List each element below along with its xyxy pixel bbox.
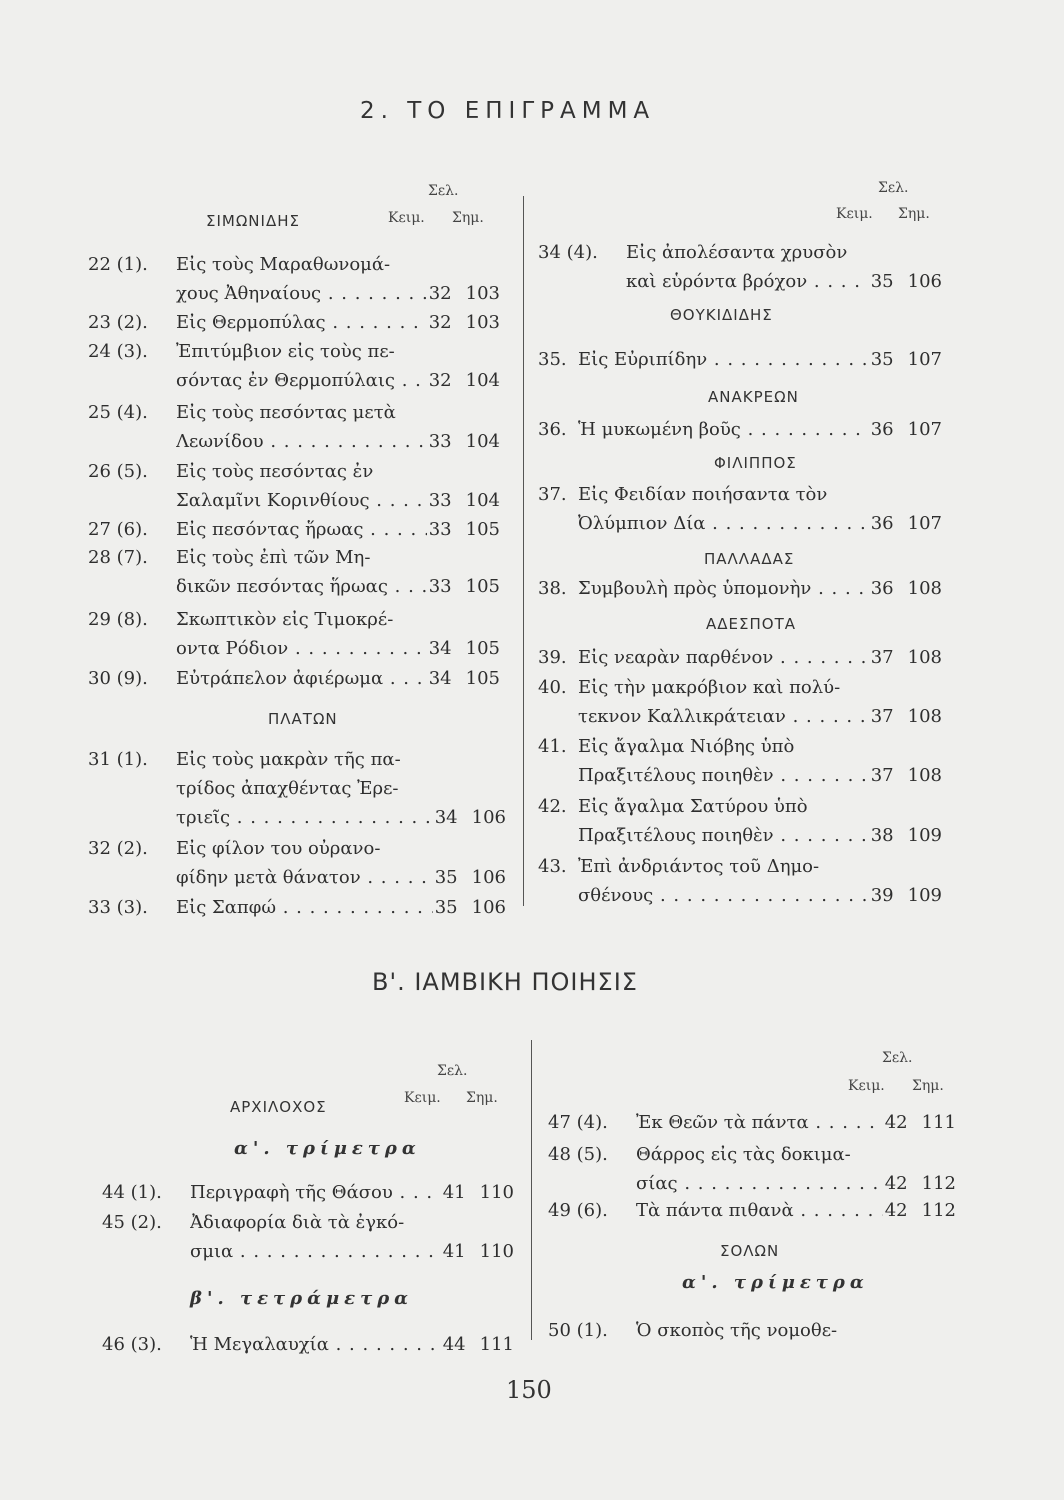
header-sim: Σημ.: [452, 210, 484, 226]
entry-title-line: Ὀλύμπιον Δία . . .: [578, 509, 870, 538]
entry-title-line: Εἰς φίλον του οὐρανο-: [176, 838, 381, 859]
entry-title-line: Σκωπτικὸν εἰς Τιμοκρέ-: [176, 609, 394, 630]
note-page: 107: [907, 349, 942, 370]
text-page: 34: [434, 807, 458, 828]
entry-title-line: Εἰς Θερμοπύλας . . .: [176, 308, 428, 337]
entry-number: 45 (2).: [102, 1212, 162, 1233]
note-page: 112: [921, 1173, 956, 1194]
entry-number: 48 (5).: [548, 1144, 608, 1165]
note-page: 110: [479, 1241, 514, 1262]
entry-number: 49 (6).: [548, 1200, 608, 1221]
entry-title-line: Εἰς τοὺς πεσόντας μετὰ: [176, 402, 396, 423]
page-refs: [427, 427, 500, 456]
entry-title-line: σμια . . .: [190, 1237, 442, 1266]
entry-title-line: δικῶν πεσόντας ἥρωας . . .: [176, 572, 428, 601]
toc-entry: [88, 664, 500, 693]
page-refs: [883, 1196, 956, 1225]
entry-title-line: Ἐπιτύμβιον εἰς τοὺς πε-: [176, 341, 395, 362]
note-page: 106: [471, 867, 506, 888]
toc-entry: [88, 834, 506, 892]
toc-entry: [538, 480, 942, 538]
toc-entry: [88, 308, 500, 337]
note-page: 107: [907, 513, 942, 534]
note-page: 106: [471, 807, 506, 828]
entry-title-line: Ἡ Μεγαλαυχία . . .: [190, 1330, 442, 1359]
text-page: 34: [428, 668, 452, 689]
entry-title-line: τριεῖς . . .: [176, 803, 434, 832]
text-page: 42: [884, 1200, 908, 1221]
page-refs: [433, 803, 506, 832]
entry-title-line: σόντας ἐν Θερμοπύλαις . . .: [176, 366, 428, 395]
page-refs: [427, 308, 500, 337]
text-page: 36: [870, 578, 894, 599]
column-divider: [531, 1040, 532, 1340]
page-refs: [427, 664, 500, 693]
author-heading: ΑΔΕΣΠΟΤΑ: [706, 615, 796, 633]
entry-title-line: Ἡ μυκωμένη βοῦς . . .: [578, 415, 870, 444]
entry-title-line: καὶ εὑρόντα βρόχον . . .: [626, 267, 870, 296]
entry-title-line: Εἰς ἄγαλμα Σατύρου ὑπὸ: [578, 796, 808, 817]
text-page: 39: [870, 885, 894, 906]
entry-title-line: Σαλαμῖνι Κορινθίους . . .: [176, 486, 428, 515]
text-page: 38: [870, 825, 894, 846]
toc-entry: [538, 415, 942, 444]
toc-entry: [102, 1330, 514, 1359]
text-page: 33: [428, 576, 452, 597]
note-page: 103: [465, 312, 500, 333]
header-keim: Κειμ.: [404, 1090, 441, 1106]
toc-entry: [88, 605, 500, 663]
text-page: 34: [428, 638, 452, 659]
text-page: 37: [870, 706, 894, 727]
entry-title-line: Εἰς ἄγαλμα Νιόβης ὑπὸ: [578, 736, 795, 757]
page-refs: [433, 863, 506, 892]
note-page: 105: [465, 519, 500, 540]
text-page: 41: [442, 1241, 466, 1262]
text-page: 32: [428, 370, 452, 391]
page-refs: [427, 572, 500, 601]
entry-title-line: Περιγραφὴ τῆς Θάσου . . .: [190, 1178, 442, 1207]
toc-entry: [88, 893, 506, 922]
toc-entry: [102, 1208, 514, 1266]
entry-number: 39.: [538, 647, 567, 668]
entry-title-line: φίδην μετὰ θάνατον . . .: [176, 863, 434, 892]
entry-number: 29 (8).: [88, 609, 148, 630]
entry-title-line: Θάρρος εἰς τὰς δοκιμα-: [636, 1144, 851, 1165]
note-page: 105: [465, 638, 500, 659]
text-page: 35: [870, 271, 894, 292]
entry-title-line: Ἀδιαφορία διὰ τὰ ἐγκό-: [190, 1212, 405, 1233]
entry-title-line: Εἰς Εὐριπίδην . . .: [578, 345, 870, 374]
page-refs: [869, 509, 942, 538]
page-refs: [433, 893, 506, 922]
entry-number: 35.: [538, 349, 567, 370]
entry-number: 32 (2).: [88, 838, 148, 859]
page-refs: [869, 415, 942, 444]
entry-title-line: Εἰς τοὺς Μαραθωνομά-: [176, 254, 391, 275]
page-refs: [869, 267, 942, 296]
entry-number: 28 (7).: [88, 547, 148, 568]
note-page: 108: [907, 765, 942, 786]
page-refs: [869, 761, 942, 790]
entry-number: 31 (1).: [88, 749, 148, 770]
subsection-heading: α'. τρίμετρα: [682, 1272, 869, 1293]
text-page: 42: [884, 1173, 908, 1194]
entry-title-line: Συμβουλὴ πρὸς ὑπομονὴν . . .: [578, 574, 870, 603]
entry-title-line: σίας . . .: [636, 1169, 884, 1198]
entry-title-line: τεκνον Καλλικράτειαν . . .: [578, 702, 870, 731]
entry-number: 44 (1).: [102, 1182, 162, 1203]
entry-title-line: σθένους . . .: [578, 881, 870, 910]
toc-entry: [538, 732, 942, 790]
page-refs: [869, 574, 942, 603]
toc-entry: [548, 1140, 956, 1198]
note-page: 106: [907, 271, 942, 292]
note-page: 112: [921, 1200, 956, 1221]
entry-number: 36.: [538, 419, 567, 440]
page-refs: [427, 366, 500, 395]
header-sel: Σελ.: [437, 1063, 468, 1079]
page-refs: [883, 1169, 956, 1198]
page-refs: [441, 1237, 514, 1266]
toc-entry: [88, 543, 500, 601]
toc-entry: [548, 1316, 956, 1345]
text-page: 44: [442, 1334, 466, 1355]
note-page: 111: [479, 1334, 514, 1355]
note-page: 108: [907, 647, 942, 668]
text-page: 37: [870, 765, 894, 786]
author-heading: ΠΑΛΛΑΔΑΣ: [704, 550, 795, 568]
text-page: 42: [884, 1112, 908, 1133]
entry-number: 41.: [538, 736, 567, 757]
note-page: 110: [479, 1182, 514, 1203]
entry-number: 24 (3).: [88, 341, 148, 362]
entry-number: 26 (5).: [88, 461, 148, 482]
note-page: 108: [907, 578, 942, 599]
entry-title-line: Εἰς τοὺς πεσόντας ἐν: [176, 461, 374, 482]
page-refs: [869, 643, 942, 672]
entry-title-line: οντα Ρόδιον . . .: [176, 634, 428, 663]
note-page: 104: [465, 490, 500, 511]
header-keim: Κειμ.: [848, 1078, 885, 1094]
page-refs: [427, 486, 500, 515]
text-page: 33: [428, 519, 452, 540]
text-page: 32: [428, 312, 452, 333]
toc-entry: [548, 1108, 956, 1137]
entry-number: 47 (4).: [548, 1112, 608, 1133]
entry-title-line: χους Ἀθηναίους . . .: [176, 279, 428, 308]
entry-title-line: Εἰς Φειδίαν ποιήσαντα τὸν: [578, 484, 828, 505]
note-page: 106: [471, 897, 506, 918]
author-heading: ΣΟΛΩΝ: [720, 1242, 780, 1260]
note-page: 104: [465, 370, 500, 391]
note-page: 111: [921, 1112, 956, 1133]
entry-number: 34 (4).: [538, 242, 598, 263]
page-refs: [427, 515, 500, 544]
entry-title-line: Λεωνίδου . . .: [176, 427, 428, 456]
header-sel: Σελ.: [882, 1050, 913, 1066]
author-heading: ΠΛΑΤΩΝ: [268, 710, 338, 728]
note-page: 109: [907, 885, 942, 906]
subsection-heading: α'. τρίμετρα: [234, 1138, 421, 1159]
entry-number: 25 (4).: [88, 402, 148, 423]
toc-entry: [88, 515, 500, 544]
toc-entry: [88, 337, 500, 395]
page-refs: [869, 821, 942, 850]
entry-number: 40.: [538, 677, 567, 698]
toc-entry: [102, 1178, 514, 1207]
page-refs: [883, 1108, 956, 1137]
note-page: 109: [907, 825, 942, 846]
entry-number: 43.: [538, 856, 567, 877]
header-keim: Κειμ.: [388, 210, 425, 226]
page-number: 150: [506, 1376, 552, 1404]
entry-title-line: Εἰς νεαρὰν παρθένον . . .: [578, 643, 870, 672]
page-refs: [869, 881, 942, 910]
entry-number: 42.: [538, 796, 567, 817]
entry-number: 37.: [538, 484, 567, 505]
entry-number: 50 (1).: [548, 1320, 608, 1341]
note-page: 104: [465, 431, 500, 452]
toc-entry: [538, 852, 942, 910]
page-refs: [427, 634, 500, 663]
entry-number: 30 (9).: [88, 668, 148, 689]
text-page: 35: [434, 867, 458, 888]
note-page: 108: [907, 706, 942, 727]
header-sim: Σημ.: [912, 1078, 944, 1094]
header-sel: Σελ.: [428, 183, 459, 199]
note-page: 105: [465, 576, 500, 597]
page-refs: [869, 702, 942, 731]
entry-title-line: Ἐπὶ ἀνδριάντος τοῦ Δημο-: [578, 856, 820, 877]
text-page: 41: [442, 1182, 466, 1203]
note-page: 107: [907, 419, 942, 440]
author-heading: ΣΙΜΩΝΙΔΗΣ: [206, 212, 300, 230]
text-page: 36: [870, 513, 894, 534]
entry-number: 46 (3).: [102, 1334, 162, 1355]
subsection-heading: β'. τετράμετρα: [190, 1288, 414, 1309]
toc-entry: [538, 673, 942, 731]
entry-title-line: Ἐκ Θεῶν τὰ πάντα . . .: [636, 1108, 884, 1137]
page-refs: [441, 1178, 514, 1207]
toc-entry: [538, 792, 942, 850]
toc-entry: [538, 345, 942, 374]
text-page: 33: [428, 490, 452, 511]
entry-title-line: Εἰς Σαπφώ . . .: [176, 893, 434, 922]
section-title-iambic: Β'. ΙΑΜΒΙΚΗ ΠΟΙΗΣΙΣ: [372, 968, 638, 996]
text-page: 33: [428, 431, 452, 452]
page-refs: [427, 279, 500, 308]
header-sel: Σελ.: [878, 180, 909, 196]
toc-entry: [548, 1196, 956, 1225]
toc-entry: [88, 250, 500, 308]
author-heading: ΑΡΧΙΛΟΧΟΣ: [230, 1098, 327, 1116]
toc-entry: [88, 745, 506, 832]
entry-title-line: Εἰς ἀπολέσαντα χρυσὸν: [626, 242, 848, 263]
entry-number: 23 (2).: [88, 312, 148, 333]
entry-title-line: Πραξιτέλους ποιηθὲν . . .: [578, 761, 870, 790]
text-page: 35: [434, 897, 458, 918]
entry-title-line: Τὰ πάντα πιθανὰ . . .: [636, 1196, 884, 1225]
entry-title-line: Εἰς τοὺς ἐπὶ τῶν Μη-: [176, 547, 371, 568]
toc-entry: [538, 238, 942, 296]
toc-entry: [538, 574, 942, 603]
entry-number: 22 (1).: [88, 254, 148, 275]
entry-number: 38.: [538, 578, 567, 599]
entry-title-line: Εὐτράπελον ἀφιέρωμα . . .: [176, 664, 428, 693]
text-page: 32: [428, 283, 452, 304]
entry-number: 33 (3).: [88, 897, 148, 918]
text-page: 36: [870, 419, 894, 440]
toc-entry: [538, 643, 942, 672]
header-sim: Σημ.: [466, 1090, 498, 1106]
entry-title-line: Ὁ σκοπὸς τῆς νομοθε-: [636, 1320, 838, 1341]
entry-title-line: Εἰς τοὺς μακρὰν τῆς πα-: [176, 749, 401, 770]
entry-title-line: Εἰς πεσόντας ἥρωας . . .: [176, 515, 428, 544]
header-sim: Σημ.: [898, 206, 930, 222]
column-divider: [523, 196, 524, 906]
section-title: 2. ΤΟ ΕΠΙΓΡΑΜΜΑ: [360, 98, 656, 124]
entry-title-line: Εἰς τὴν μακρόβιον καὶ πολύ-: [578, 677, 841, 698]
entry-title-line: Πραξιτέλους ποιηθὲν . . .: [578, 821, 870, 850]
page-refs: [441, 1330, 514, 1359]
author-heading: ΑΝΑΚΡΕΩΝ: [708, 388, 799, 406]
text-page: 37: [870, 647, 894, 668]
entry-title-line: τρίδος ἀπαχθέντας Ἐρε-: [176, 778, 399, 799]
toc-entry: [88, 457, 500, 515]
entry-number: 27 (6).: [88, 519, 148, 540]
note-page: 103: [465, 283, 500, 304]
text-page: 35: [870, 349, 894, 370]
author-heading: ΘΟΥΚΙΔΙΔΗΣ: [670, 306, 773, 324]
author-heading: ΦΙΛΙΠΠΟΣ: [714, 454, 797, 472]
toc-entry: [88, 398, 500, 456]
note-page: 105: [465, 668, 500, 689]
page-refs: [869, 345, 942, 374]
header-keim: Κειμ.: [836, 206, 873, 222]
